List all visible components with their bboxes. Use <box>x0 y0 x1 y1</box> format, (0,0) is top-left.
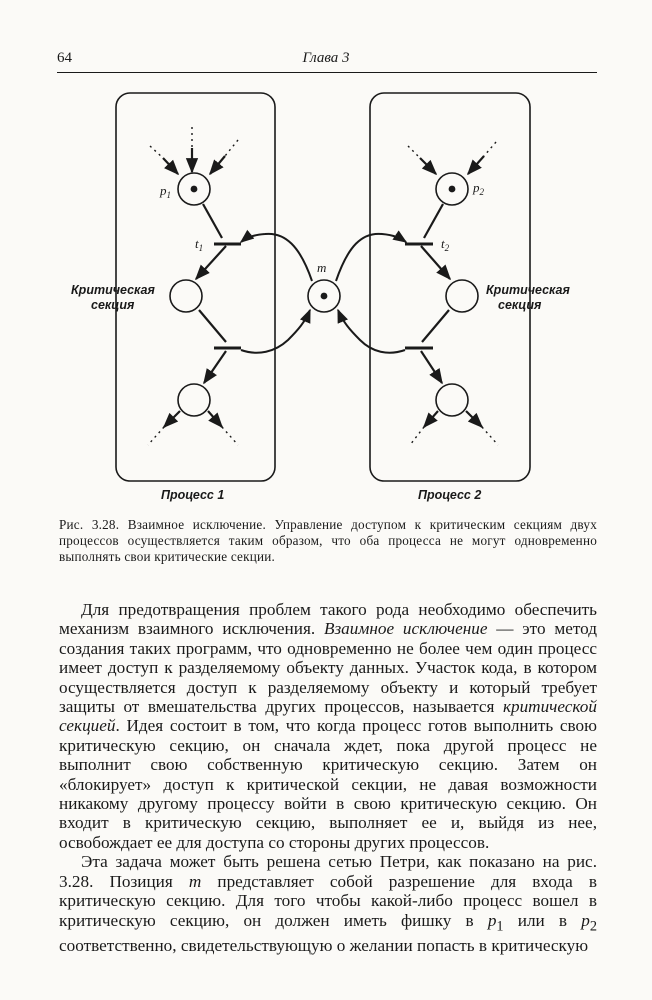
label-p1: $p_1$ <box>160 183 171 200</box>
term-mutual-exclusion: Взаимное исключение <box>323 619 488 639</box>
label-p2: $p_2$ <box>473 180 484 197</box>
label-t1: $t_1$ <box>195 236 204 253</box>
critical-label-2a: Критическая <box>486 283 570 297</box>
place-after-1 <box>178 384 210 416</box>
token-p2 <box>449 186 456 193</box>
critical-label-1a: Критическая <box>71 283 155 297</box>
paragraph-2: Эта задача может быть решена сетью Петри, как показано на рис. 3.28. Позиция m представляет собой разрешение для входа в критическую секцию. Для того чтобы какой-либо процесс вошел в критическую секцию, он должен иметь фишку в $p_1$ или в $p_2$ соответственно, свидетельствующую о желании попасть в критическую <box>59 852 598 956</box>
critical-label-1b: секция <box>91 298 135 312</box>
place-critical-1 <box>170 280 202 312</box>
process1-label: Процесс 1 <box>161 488 225 502</box>
figure-caption: Рис. 3.28. Взаимное исключение. Управление доступом к критическим секциям двух процессов осуществляется таким образом, что оба процесса не могут одновременно выполнять свои критические секции. <box>59 517 597 564</box>
running-title: Глава 3 <box>302 50 350 66</box>
paragraph-1: Для предотвращения проблем такого рода необходимо обеспечить механизм взаимного исключения. Взаимное исключение — это метод создания таких программ, что одновременно не более чем один процесс имеет доступ к разделяемому объекту данных. Участок кода, в котором осуществляется доступ к разделяемому объекту и который требует защиты от вмешательства других процессов, называется критической секцией. Идея состоит в том, что когда процесс готов выполнить свою критическую секцию, он сначала ждет, пока другой процесс не выполнит свою собственную критическую секцию. Затем он «блокирует» доступ к критической секции, не давая возможности никакому другому процессу войти в свою критическую секцию. Он входит в критическую секцию, выполняет ее и, выйдя из нее, освобождает ее для доступа со стороны других процессов. <box>59 600 597 852</box>
term-critical-section: критической секцией <box>59 697 597 736</box>
token-m <box>321 293 328 300</box>
process2-label: Процесс 2 <box>418 488 482 502</box>
place-after-2 <box>436 384 468 416</box>
label-t2: $t_2$ <box>441 236 450 253</box>
place-critical-2 <box>446 280 478 312</box>
critical-label-2b: секция <box>498 298 542 312</box>
label-m: m <box>317 260 327 275</box>
body-text <box>59 600 597 956</box>
page-number: 64 <box>57 50 72 66</box>
token-p1 <box>191 186 198 193</box>
